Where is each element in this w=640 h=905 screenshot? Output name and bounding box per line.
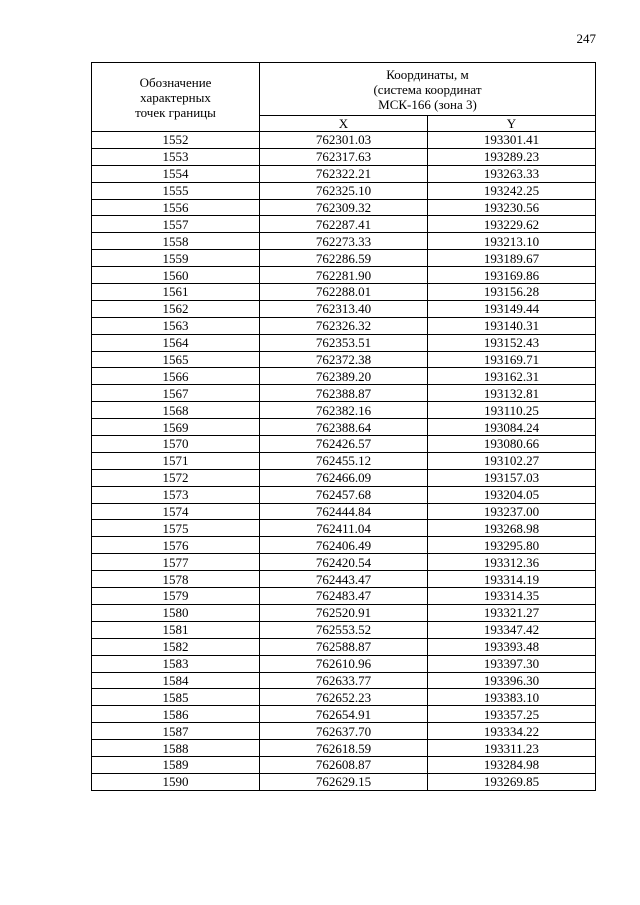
table-row: [92, 689, 596, 706]
y-coordinate-cell: 193242.25: [428, 182, 596, 199]
x-coordinate-cell: 762288.01: [260, 284, 428, 301]
header-y: Y: [428, 116, 596, 132]
point-id-cell: 1576: [92, 537, 260, 554]
header-coordinates: Координаты, м (система координат МСК-166 (зона 3): [260, 63, 596, 116]
table-row: [92, 537, 596, 554]
x-coordinate-cell: 762322.21: [260, 165, 428, 182]
y-coordinate-cell: 193102.27: [428, 452, 596, 469]
y-coordinate-cell: 193357.25: [428, 706, 596, 723]
x-coordinate-cell: 762281.90: [260, 267, 428, 284]
table-row: [92, 436, 596, 453]
table-row: [92, 368, 596, 385]
table-row: [92, 385, 596, 402]
y-coordinate-cell: 193169.86: [428, 267, 596, 284]
point-id-cell: 1580: [92, 604, 260, 621]
table-row: [92, 469, 596, 486]
point-id-cell: 1589: [92, 756, 260, 773]
table-row: [92, 267, 596, 284]
y-coordinate-cell: 193393.48: [428, 638, 596, 655]
x-coordinate-cell: 762483.47: [260, 588, 428, 605]
y-coordinate-cell: 193132.81: [428, 385, 596, 402]
x-coordinate-cell: 762637.70: [260, 723, 428, 740]
y-coordinate-cell: 193263.33: [428, 165, 596, 182]
point-id-cell: 1560: [92, 267, 260, 284]
point-id-cell: 1561: [92, 284, 260, 301]
x-coordinate-cell: 762455.12: [260, 452, 428, 469]
point-id-cell: 1575: [92, 520, 260, 537]
x-coordinate-cell: 762444.84: [260, 503, 428, 520]
point-id-cell: 1564: [92, 334, 260, 351]
x-coordinate-cell: 762457.68: [260, 486, 428, 503]
point-id-cell: 1585: [92, 689, 260, 706]
point-id-cell: 1555: [92, 182, 260, 199]
table-row: [92, 284, 596, 301]
y-coordinate-cell: 193162.31: [428, 368, 596, 385]
table-row: [92, 165, 596, 182]
point-id-cell: 1582: [92, 638, 260, 655]
x-coordinate-cell: 762406.49: [260, 537, 428, 554]
x-coordinate-cell: 762388.87: [260, 385, 428, 402]
table-row: [92, 233, 596, 250]
coordinates-table: [91, 62, 596, 791]
table-row: [92, 334, 596, 351]
x-coordinate-cell: 762317.63: [260, 148, 428, 165]
table-body: [92, 132, 596, 791]
point-id-cell: 1558: [92, 233, 260, 250]
y-coordinate-cell: 193230.56: [428, 199, 596, 216]
x-coordinate-cell: 762618.59: [260, 740, 428, 757]
y-coordinate-cell: 193321.27: [428, 604, 596, 621]
x-coordinate-cell: 762309.32: [260, 199, 428, 216]
table-row: [92, 148, 596, 165]
y-coordinate-cell: 193084.24: [428, 419, 596, 436]
point-id-cell: 1563: [92, 317, 260, 334]
x-coordinate-cell: 762426.57: [260, 436, 428, 453]
table-row: [92, 554, 596, 571]
point-id-cell: 1559: [92, 250, 260, 267]
x-coordinate-cell: 762629.15: [260, 773, 428, 790]
point-id-cell: 1574: [92, 503, 260, 520]
x-coordinate-cell: 762273.33: [260, 233, 428, 250]
point-id-cell: 1587: [92, 723, 260, 740]
point-id-cell: 1565: [92, 351, 260, 368]
point-id-cell: 1570: [92, 436, 260, 453]
x-coordinate-cell: 762420.54: [260, 554, 428, 571]
point-id-cell: 1568: [92, 402, 260, 419]
table-row: [92, 402, 596, 419]
y-coordinate-cell: 193301.41: [428, 132, 596, 149]
header-point-designation: Обозначение характерных точек границы: [92, 63, 260, 132]
y-coordinate-cell: 193080.66: [428, 436, 596, 453]
point-id-cell: 1579: [92, 588, 260, 605]
table-row: [92, 317, 596, 334]
y-coordinate-cell: 193383.10: [428, 689, 596, 706]
x-coordinate-cell: 762372.38: [260, 351, 428, 368]
y-coordinate-cell: 193269.85: [428, 773, 596, 790]
table-row: [92, 706, 596, 723]
table-row: [92, 503, 596, 520]
table-row: [92, 199, 596, 216]
x-coordinate-cell: 762326.32: [260, 317, 428, 334]
y-coordinate-cell: 193347.42: [428, 621, 596, 638]
x-coordinate-cell: 762466.09: [260, 469, 428, 486]
y-coordinate-cell: 193314.35: [428, 588, 596, 605]
y-coordinate-cell: 193189.67: [428, 250, 596, 267]
y-coordinate-cell: 193110.25: [428, 402, 596, 419]
y-coordinate-cell: 193213.10: [428, 233, 596, 250]
table-row: [92, 621, 596, 638]
x-coordinate-cell: 762388.64: [260, 419, 428, 436]
x-coordinate-cell: 762654.91: [260, 706, 428, 723]
point-id-cell: 1552: [92, 132, 260, 149]
y-coordinate-cell: 193284.98: [428, 756, 596, 773]
x-coordinate-cell: 762520.91: [260, 604, 428, 621]
header-x: X: [260, 116, 428, 132]
x-coordinate-cell: 762588.87: [260, 638, 428, 655]
point-id-cell: 1577: [92, 554, 260, 571]
x-coordinate-cell: 762553.52: [260, 621, 428, 638]
y-coordinate-cell: 193157.03: [428, 469, 596, 486]
point-id-cell: 1562: [92, 300, 260, 317]
point-id-cell: 1584: [92, 672, 260, 689]
point-id-cell: 1586: [92, 706, 260, 723]
x-coordinate-cell: 762411.04: [260, 520, 428, 537]
table-row: [92, 655, 596, 672]
point-id-cell: 1583: [92, 655, 260, 672]
point-id-cell: 1567: [92, 385, 260, 402]
table-row: [92, 419, 596, 436]
x-coordinate-cell: 762652.23: [260, 689, 428, 706]
y-coordinate-cell: 193397.30: [428, 655, 596, 672]
y-coordinate-cell: 193289.23: [428, 148, 596, 165]
y-coordinate-cell: 193312.36: [428, 554, 596, 571]
x-coordinate-cell: 762610.96: [260, 655, 428, 672]
y-coordinate-cell: 193169.71: [428, 351, 596, 368]
point-id-cell: 1553: [92, 148, 260, 165]
point-id-cell: 1581: [92, 621, 260, 638]
table-row: [92, 604, 596, 621]
point-id-cell: 1588: [92, 740, 260, 757]
point-id-cell: 1572: [92, 469, 260, 486]
y-coordinate-cell: 193314.19: [428, 571, 596, 588]
x-coordinate-cell: 762286.59: [260, 250, 428, 267]
point-id-cell: 1554: [92, 165, 260, 182]
point-id-cell: 1590: [92, 773, 260, 790]
y-coordinate-cell: 193140.31: [428, 317, 596, 334]
y-coordinate-cell: 193268.98: [428, 520, 596, 537]
x-coordinate-cell: 762353.51: [260, 334, 428, 351]
y-coordinate-cell: 193334.22: [428, 723, 596, 740]
table-row: [92, 588, 596, 605]
y-coordinate-cell: 193295.80: [428, 537, 596, 554]
table-row: [92, 250, 596, 267]
x-coordinate-cell: 762389.20: [260, 368, 428, 385]
table-row: [92, 216, 596, 233]
y-coordinate-cell: 193152.43: [428, 334, 596, 351]
table-row: [92, 740, 596, 757]
point-id-cell: 1557: [92, 216, 260, 233]
point-id-cell: 1569: [92, 419, 260, 436]
table-row: [92, 756, 596, 773]
table-row: [92, 520, 596, 537]
table-row: [92, 300, 596, 317]
point-id-cell: 1573: [92, 486, 260, 503]
y-coordinate-cell: 193229.62: [428, 216, 596, 233]
x-coordinate-cell: 762633.77: [260, 672, 428, 689]
point-id-cell: 1556: [92, 199, 260, 216]
x-coordinate-cell: 762382.16: [260, 402, 428, 419]
x-coordinate-cell: 762287.41: [260, 216, 428, 233]
point-id-cell: 1578: [92, 571, 260, 588]
table-row: [92, 638, 596, 655]
table-row: [92, 182, 596, 199]
table-row: [92, 723, 596, 740]
x-coordinate-cell: 762301.03: [260, 132, 428, 149]
table-row: [92, 773, 596, 790]
y-coordinate-cell: 193149.44: [428, 300, 596, 317]
y-coordinate-cell: 193204.05: [428, 486, 596, 503]
table-row: [92, 132, 596, 149]
y-coordinate-cell: 193396.30: [428, 672, 596, 689]
y-coordinate-cell: 193311.23: [428, 740, 596, 757]
y-coordinate-cell: 193156.28: [428, 284, 596, 301]
x-coordinate-cell: 762608.87: [260, 756, 428, 773]
y-coordinate-cell: 193237.00: [428, 503, 596, 520]
x-coordinate-cell: 762313.40: [260, 300, 428, 317]
table-row: [92, 672, 596, 689]
page-number: 247: [576, 31, 596, 46]
point-id-cell: 1571: [92, 452, 260, 469]
table-row: [92, 452, 596, 469]
x-coordinate-cell: 762443.47: [260, 571, 428, 588]
table-row: [92, 486, 596, 503]
table-row: [92, 351, 596, 368]
x-coordinate-cell: 762325.10: [260, 182, 428, 199]
point-id-cell: 1566: [92, 368, 260, 385]
table-row: [92, 571, 596, 588]
